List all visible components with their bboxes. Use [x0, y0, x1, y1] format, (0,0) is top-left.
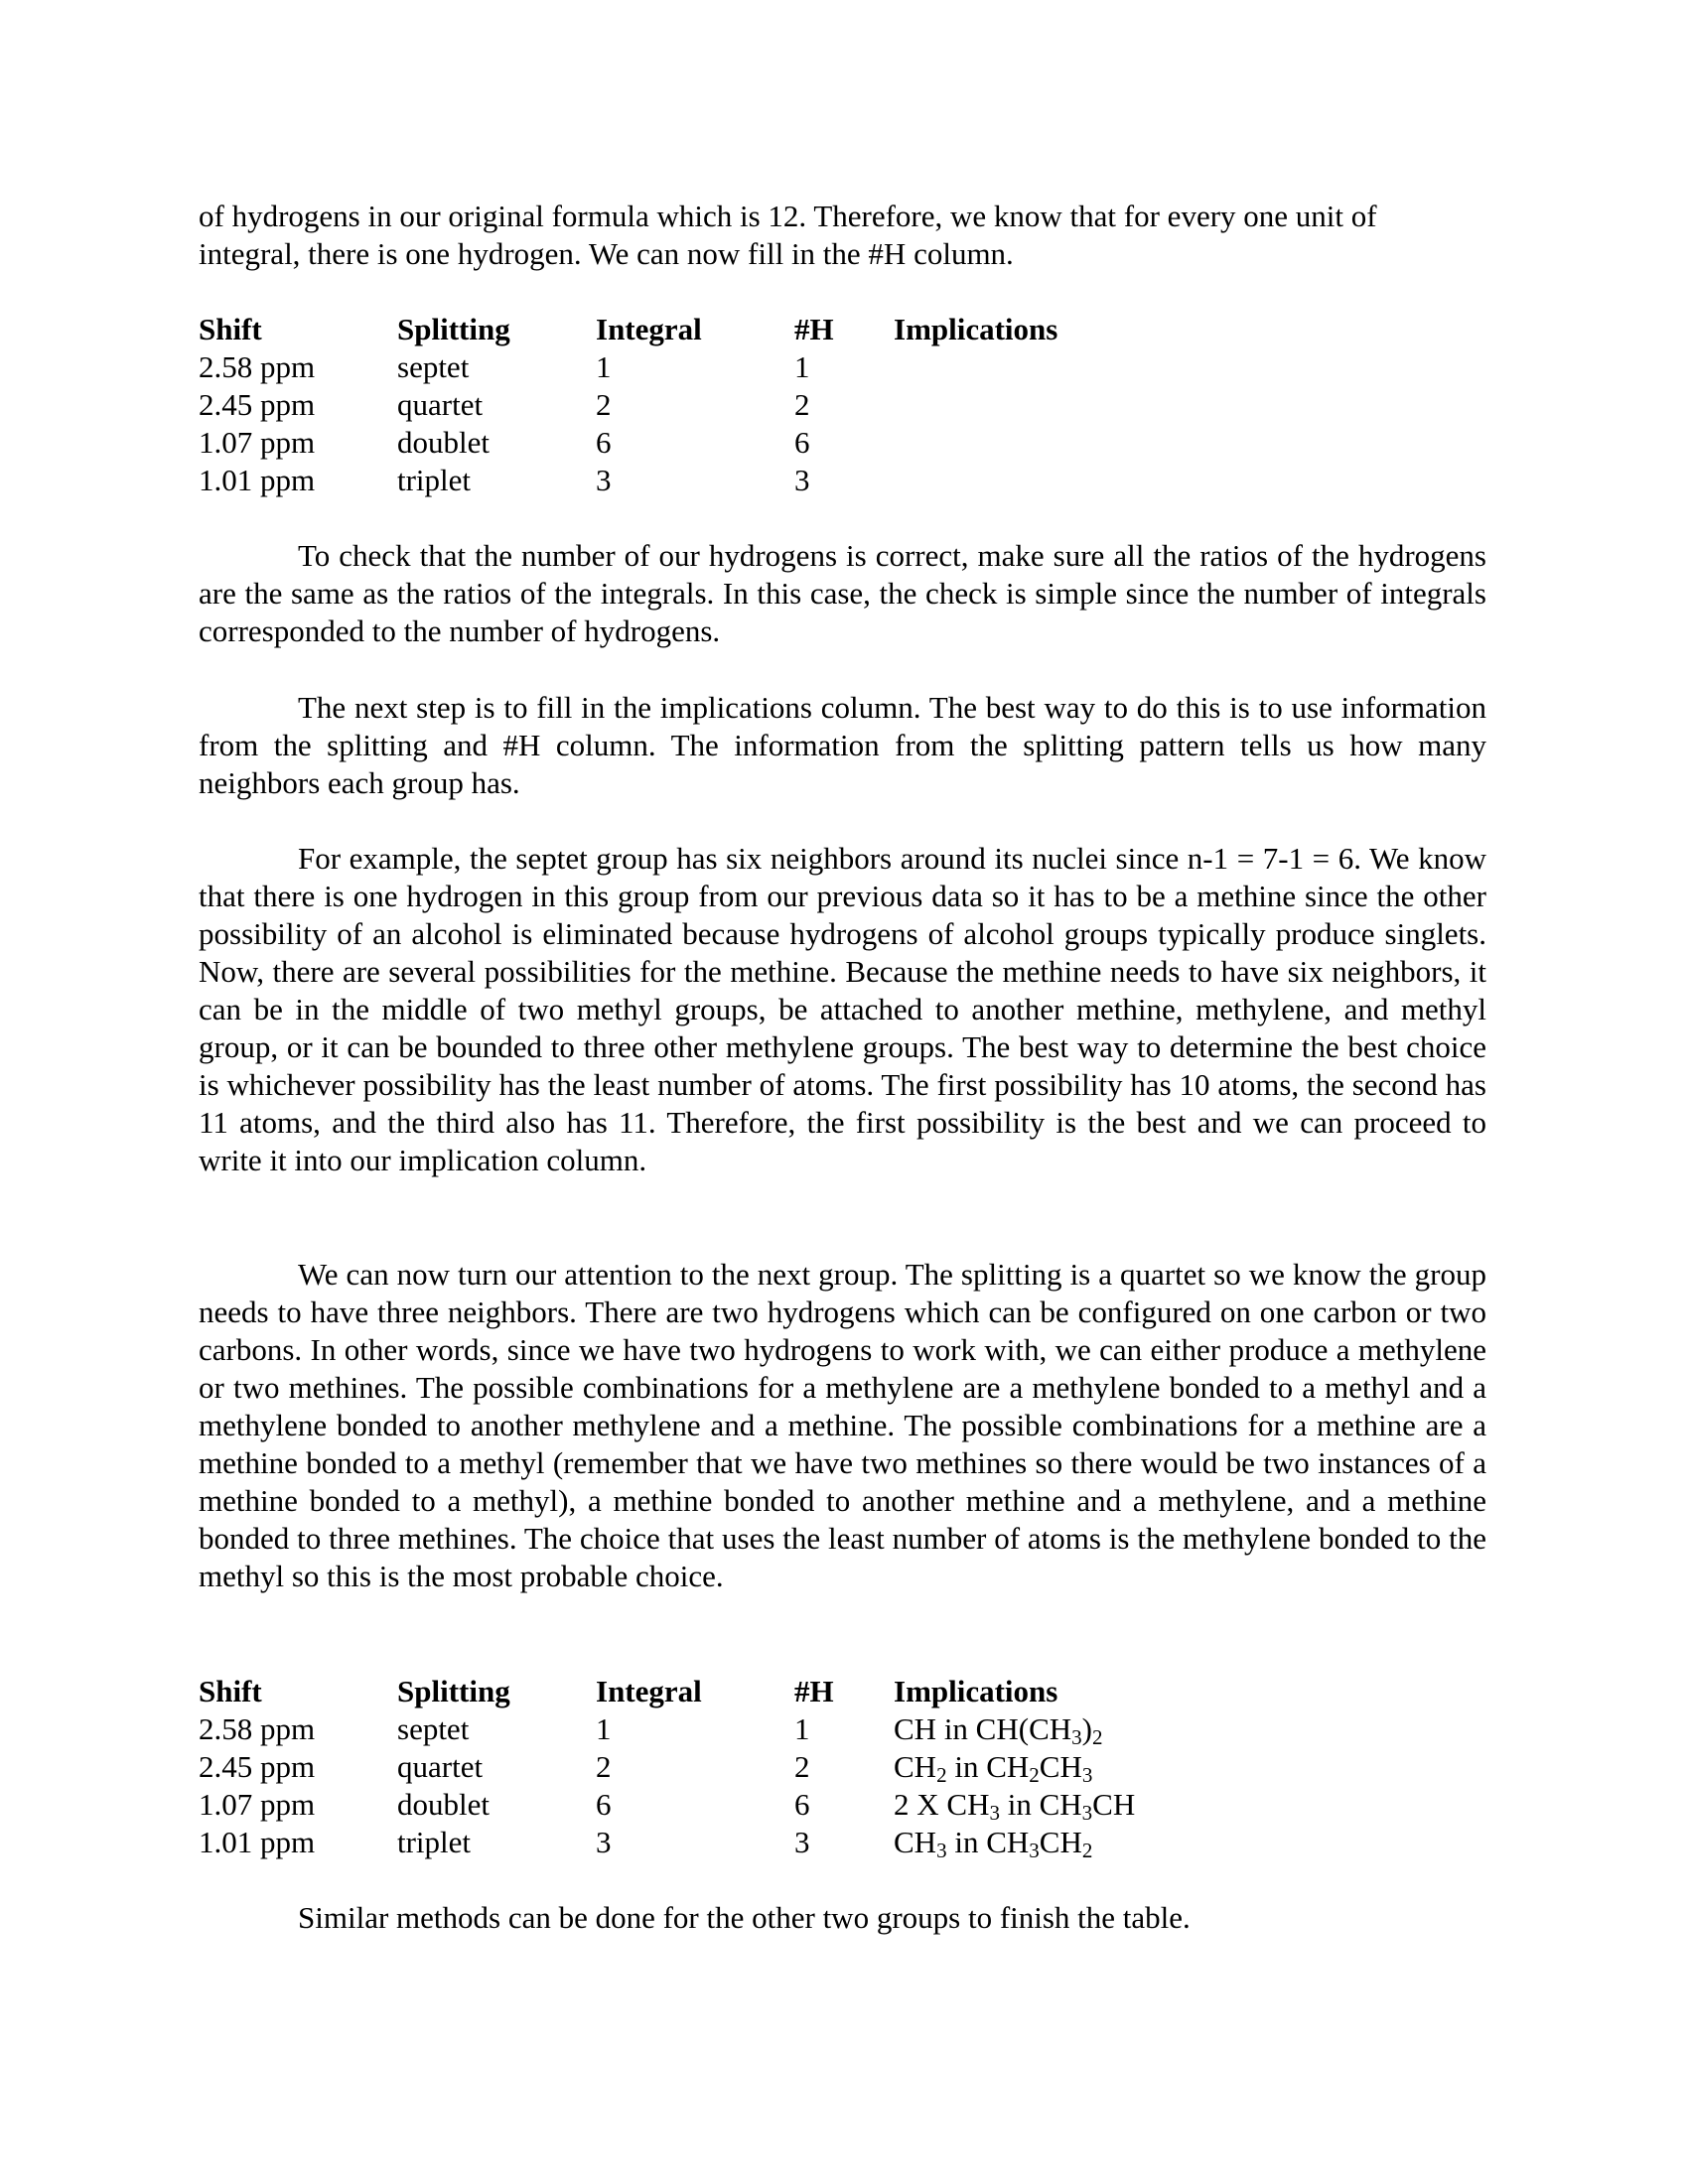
- table-row: [199, 1786, 1291, 1824]
- cell-integral: 1: [596, 349, 612, 384]
- table-row: [199, 386, 1291, 424]
- impl-subscript: 3: [936, 1839, 947, 1862]
- cell-integral: 3: [596, 463, 612, 497]
- cell-splitting: triplet: [397, 463, 472, 497]
- cell-implications: [894, 424, 1291, 462]
- impl-text: 2 X CH: [894, 1787, 990, 1822]
- impl-subscript: 2: [936, 1763, 947, 1787]
- impl-subscript: 3: [989, 1801, 1000, 1825]
- impl-subscript: 3: [1071, 1725, 1082, 1749]
- impl-text: in CH: [999, 1787, 1082, 1822]
- impl-text: ): [1081, 1711, 1092, 1746]
- cell-splitting: doublet: [397, 425, 490, 460]
- impl-subscript: 3: [1081, 1763, 1093, 1787]
- cell-splitting: triplet: [397, 1825, 472, 1859]
- table-row: [199, 1710, 1291, 1748]
- impl-text: CH: [894, 1749, 937, 1784]
- cell-h: 1: [794, 1711, 810, 1746]
- cell-shift: 1.07 ppm: [199, 425, 316, 460]
- table-row: [199, 1748, 1291, 1786]
- cell-implications: [894, 462, 1291, 499]
- impl-subscript: 2: [1081, 1839, 1093, 1862]
- header-splitting: Splitting: [397, 1674, 510, 1708]
- header-shift: Shift: [199, 1674, 262, 1708]
- cell-shift: 1.07 ppm: [199, 1787, 316, 1822]
- cell-implications: [894, 1786, 1291, 1824]
- cell-shift: 1.01 ppm: [199, 1825, 316, 1859]
- cell-implications: [894, 386, 1291, 424]
- cell-shift: 2.45 ppm: [199, 1749, 316, 1784]
- cell-h: 6: [794, 425, 810, 460]
- impl-text: CH: [1092, 1787, 1136, 1822]
- cell-implications: [894, 348, 1291, 386]
- cell-h: 3: [794, 463, 810, 497]
- check-paragraph: To check that the number of our hydrogens is correct, make sure all the ratios of the hydrogens are the same as the ratios of the integrals. In this case, the check is simple since the number of integrals corresponded to the number of hydrogens.: [199, 538, 1486, 648]
- header-integral: Integral: [596, 312, 702, 346]
- table-header-row: [199, 1673, 1291, 1710]
- cell-h: 2: [794, 1749, 810, 1784]
- cell-integral: 3: [596, 1825, 612, 1859]
- cell-shift: 2.58 ppm: [199, 1711, 316, 1746]
- cell-integral: 6: [596, 425, 612, 460]
- next-step-paragraph: The next step is to fill in the implications column. The best way to do this is to use information from the splitting and #H column. The information from the splitting pattern tells us how many neighbors each group has.: [199, 690, 1486, 800]
- impl-text: CH: [1039, 1825, 1082, 1859]
- impl-text: in CH: [946, 1825, 1030, 1859]
- cell-splitting: doublet: [397, 1787, 490, 1822]
- cell-shift: 1.01 ppm: [199, 463, 316, 497]
- impl-text: CH in CH(CH: [894, 1711, 1072, 1746]
- cell-integral: 2: [596, 1749, 612, 1784]
- header-h: #H: [794, 1674, 834, 1708]
- closing-paragraph: Similar methods can be done for the other two groups to finish the table.: [298, 1900, 1191, 1935]
- intro-line-1: of hydrogens in our original formula which is 12. Therefore, we know that for every one unit of: [199, 199, 1377, 233]
- cell-integral: 1: [596, 1711, 612, 1746]
- header-splitting: Splitting: [397, 312, 510, 346]
- cell-integral: 6: [596, 1787, 612, 1822]
- impl-text: CH: [894, 1825, 937, 1859]
- nmr-table-1: [199, 311, 1291, 499]
- impl-subscript: 2: [1029, 1763, 1040, 1787]
- nmr-table-2: [199, 1673, 1291, 1861]
- table-row: [199, 348, 1291, 386]
- header-integral: Integral: [596, 1674, 702, 1708]
- cell-splitting: quartet: [397, 387, 484, 422]
- impl-subscript: 2: [1091, 1725, 1103, 1749]
- cell-h: 2: [794, 387, 810, 422]
- header-shift: Shift: [199, 312, 262, 346]
- cell-shift: 2.58 ppm: [199, 349, 316, 384]
- cell-implications: [894, 1710, 1291, 1748]
- table-row: [199, 424, 1291, 462]
- cell-integral: 2: [596, 387, 612, 422]
- impl-subscript: 3: [1081, 1801, 1093, 1825]
- cell-shift: 2.45 ppm: [199, 387, 316, 422]
- impl-text: in CH: [946, 1749, 1030, 1784]
- intro-paragraph: [199, 198, 1486, 273]
- example-paragraph: For example, the septet group has six neighbors around its nuclei since n-1 = 7-1 = 6. We know that there is one hydrogen in this group from our previous data so it has to be a methine since the other possibility of an alcohol is eliminated because hydrogens of alcohol groups typically produce singlets. Now, there are several possibilities for the methine. Because the methine needs to have six neighbors, it can be in the middle of two methyl groups, be attached to another methine, methylene, and methyl group, or it can be bounded to three other methylene groups. The best way to determine the best choice is whichever possibility has the least number of atoms. The first possibility has 10 atoms, the second has 11 atoms, and the third also has 11. Therefore, the first possibility is the best and we can proceed to write it into our implication column.: [199, 841, 1486, 1177]
- table-row: [199, 1824, 1291, 1861]
- header-implications: Implications: [894, 1674, 1058, 1708]
- header-implications: Implications: [894, 312, 1058, 346]
- table-row: [199, 462, 1291, 499]
- cell-splitting: septet: [397, 1711, 470, 1746]
- impl-subscript: 3: [1029, 1839, 1040, 1862]
- cell-splitting: septet: [397, 349, 470, 384]
- cell-h: 6: [794, 1787, 810, 1822]
- cell-implications: [894, 1824, 1291, 1861]
- header-h: #H: [794, 312, 834, 346]
- cell-h: 1: [794, 349, 810, 384]
- table-header-row: [199, 311, 1291, 348]
- cell-implications: [894, 1748, 1291, 1786]
- intro-line-2: integral, there is one hydrogen. We can now fill in the #H column.: [199, 236, 1014, 271]
- cell-splitting: quartet: [397, 1749, 484, 1784]
- impl-text: CH: [1039, 1749, 1082, 1784]
- next-group-paragraph: We can now turn our attention to the next group. The splitting is a quartet so we know the group needs to have three neighbors. There are two hydrogens which can be configured on one carbon or two carbons. In other words, since we have two hydrogens to work with, we can either produce a methylene or two methines. The possible combinations for a methylene are a methylene bonded to a methyl and a methylene bonded to another methylene and a methine. The possible combinations for a methine are a methine bonded to a methyl (remember that we have two methines so there would be two instances of a methine bonded to a methyl), a methine bonded to another methine and a methylene, and a methine bonded to three methines. The choice that uses the least number of atoms is the methylene bonded to the methyl so this is the most probable choice.: [199, 1257, 1486, 1593]
- cell-h: 3: [794, 1825, 810, 1859]
